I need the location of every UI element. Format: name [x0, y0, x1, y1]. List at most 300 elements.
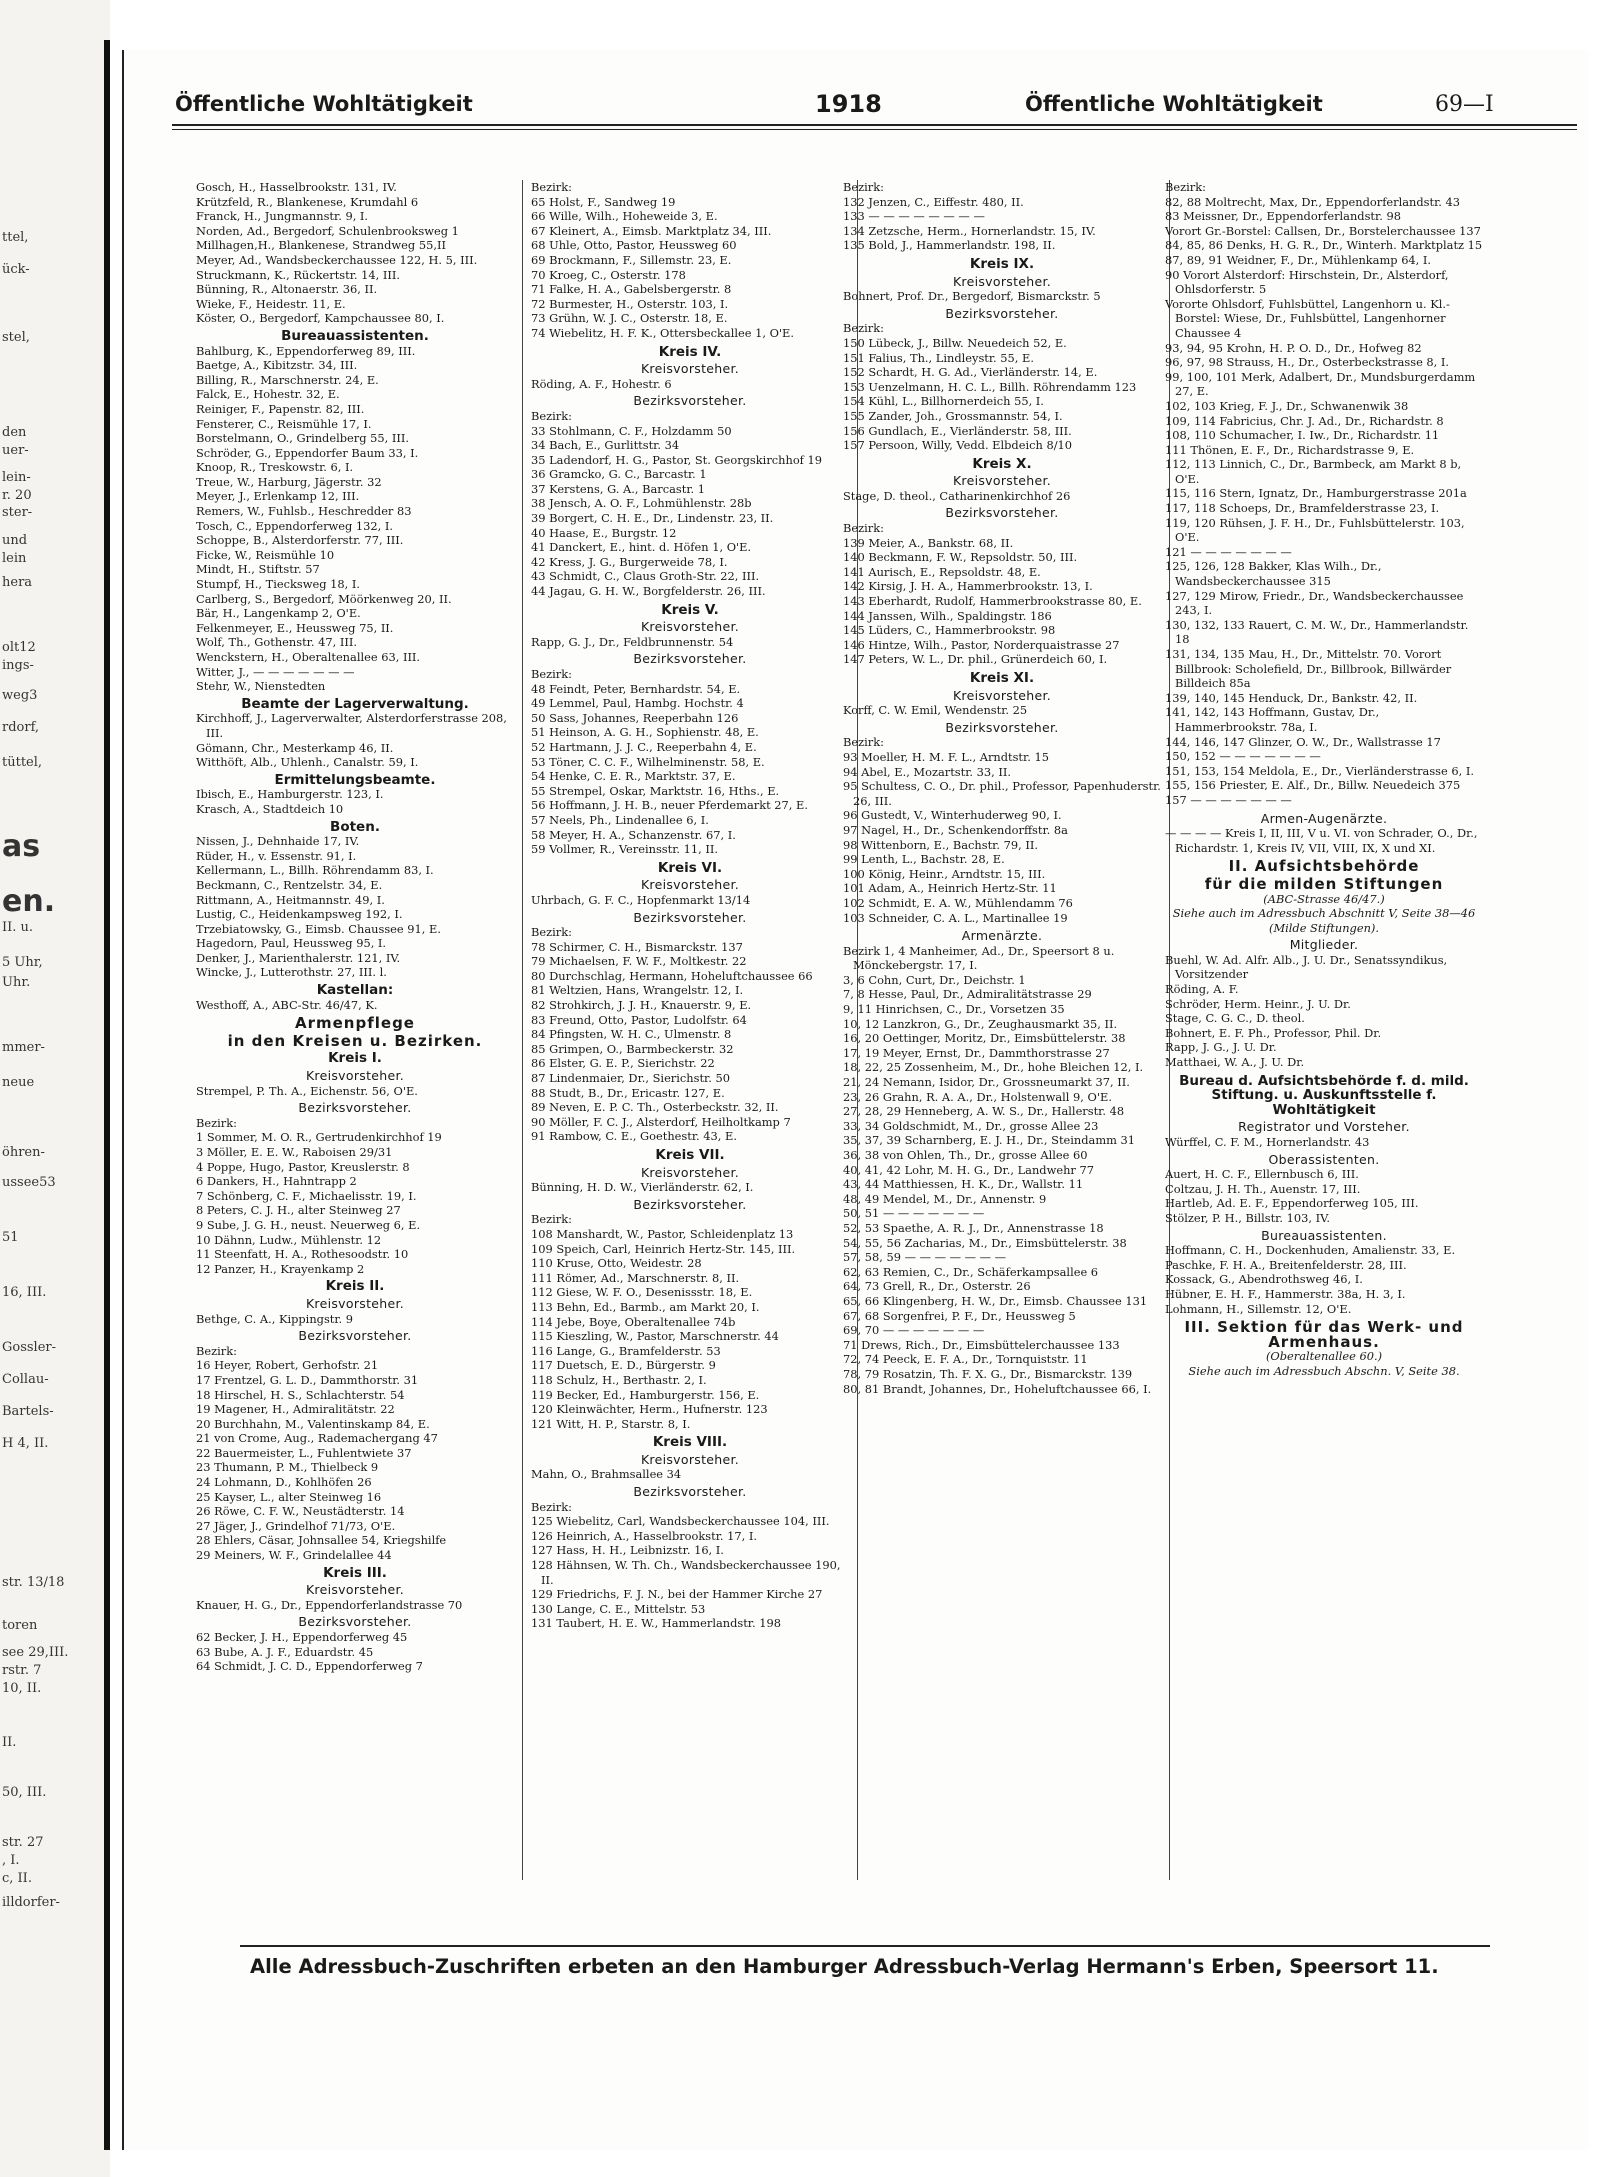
section-heading: Armenpflege — [295, 1014, 415, 1033]
entry-line: 50 Sass, Johannes, Reeperbahn 126 — [531, 710, 739, 725]
entry-line: Bohnert, E. F. Ph., Professor, Phil. Dr. — [1165, 1025, 1382, 1040]
entry-line: Wolf, Th., Gothenstr. 47, III. — [196, 635, 357, 650]
entry-line: 58 Meyer, H. A., Schanzenstr. 67, I. — [531, 827, 736, 842]
binding-text-fragment: olt12 — [2, 640, 36, 655]
entry-line: Ficke, W., Reismühle 10 — [196, 547, 335, 562]
column-divider — [522, 180, 523, 1880]
section-heading: Bureauassistenten. — [1261, 1227, 1387, 1243]
entry-line: 102, 103 Krieg, F. J., Dr., Schwanenwik 38 — [1165, 398, 1409, 413]
entry-line: 71 Drews, Rich., Dr., Eimsbüttelerchaussee 133 — [843, 1337, 1120, 1352]
entry-line: Schröder, G., Eppendorfer Baum 33, I. — [196, 445, 419, 460]
entry-line: 130, 132, 133 Rauert, C. M. W., Dr., Hammerlandstr. 18 — [1165, 617, 1469, 647]
section-heading: Kreisvorsteher. — [305, 1068, 405, 1084]
entry-line: 126 Heinrich, A., Hasselbrookstr. 17, I. — [531, 1528, 758, 1543]
entry-line: 108, 110 Schumacher, I. Iw., Dr., Richardstr. 11 — [1165, 428, 1440, 443]
column-1 — [196, 180, 514, 1674]
entry-line: 12 Panzer, H., Krayenkamp 2 — [196, 1261, 365, 1276]
binding-text-fragment: ück- — [2, 262, 30, 277]
section-heading: II. Aufsichtsbehörde — [1228, 857, 1420, 876]
binding-text-fragment: rdorf, — [2, 720, 40, 735]
entry-line: 153 Uenzelmann, H. C. L., Billh. Röhrendamm 123 — [843, 379, 1137, 394]
entry-line: Lustig, C., Heidenkampsweg 192, I. — [196, 907, 403, 922]
entry-line: Denker, J., Marienthalerstr. 121, IV. — [196, 950, 401, 965]
entry-line: 102 Schmidt, E. A. W., Mühlendamm 76 — [843, 895, 1073, 910]
entry-line: 42 Kress, J. G., Burgerweide 78, I. — [531, 554, 728, 569]
entry-line: 63 Bube, A. J. F., Eduardstr. 45 — [196, 1644, 374, 1659]
entry-line: 36, 38 von Ohlen, Th., Dr., grosse Allee 60 — [843, 1148, 1088, 1162]
entry-line: 18 Hirschel, H. S., Schlachterstr. 54 — [196, 1387, 405, 1402]
entry-line: 3, 6 Cohn, Curt, Dr., Deichstr. 1 — [843, 972, 1026, 987]
binding-text-fragment: en. — [2, 884, 56, 919]
entry-line: 130 Lange, C. E., Mittelstr. 53 — [531, 1601, 706, 1616]
entry-line: 82, 88 Moltrecht, Max, Dr., Eppendorferlandstr. 43 — [1165, 194, 1461, 209]
section-heading: Armen-Augenärzte. — [1260, 810, 1388, 826]
entry-line: 103 Schneider, C. A. L., Martinallee 19 — [843, 910, 1068, 925]
entry-line: Coltzau, J. H. Th., Auenstr. 17, III. — [1165, 1181, 1361, 1196]
binding-text-fragment: as — [2, 829, 41, 864]
entry-line: Mahn, O., Brahmsallee 34 — [531, 1467, 682, 1482]
column-3 — [843, 180, 1161, 1396]
entry-line: 62, 63 Remien, C., Dr., Schäferkampsallee 6 — [843, 1264, 1099, 1279]
binding-text-fragment: 16, III. — [2, 1285, 47, 1300]
note-line: Siehe auch im Adressbuch Abschnitt V, Seite 38—46 (Milde Stiftungen). — [1172, 906, 1476, 935]
entry-line: 85 Grimpen, O., Barmbeckerstr. 32 — [531, 1041, 734, 1056]
entry-line: 157 Persoon, Willy, Vedd. Elbdeich 8/10 — [843, 438, 1073, 453]
entry-line: Meyer, J., Erlenkamp 12, III. — [196, 489, 360, 504]
entry-line: 110 Kruse, Otto, Weidestr. 28 — [531, 1256, 702, 1271]
entry-line: Carlberg, S., Bergedorf, Möörkenweg 20, II. — [196, 591, 452, 606]
entry-line: 118 Schulz, H., Berthastr. 2, I. — [531, 1372, 707, 1387]
entry-line: Westhoff, A., ABC-Str. 46/47, K. — [196, 997, 378, 1012]
entry-line: Bezirk: — [531, 1499, 572, 1514]
binding-text-fragment: uer- — [2, 443, 29, 458]
entry-line: Kirchhoff, J., Lagerverwalter, Alsterdorferstrasse 208, III. — [196, 711, 507, 740]
entry-line: 43 Schmidt, C., Claus Groth-Str. 22, III. — [531, 569, 760, 584]
entry-line: 117, 118 Schoeps, Dr., Bramfelderstrasse 23, I. — [1165, 501, 1440, 516]
entry-line: Hübner, E. H. F., Hammerstr. 38a, H. 3, I. — [1165, 1286, 1406, 1301]
entry-line: 96, 97, 98 Strauss, H., Dr., Osterbeckstrasse 8, I. — [1165, 355, 1450, 370]
entry-line: Gosch, H., Hasselbrookstr. 131, IV. — [196, 180, 397, 194]
book-spine — [104, 40, 110, 2150]
entry-line: 29 Meiners, W. F., Grindelallee 44 — [196, 1548, 392, 1563]
section-heading: Kreis IX. — [969, 255, 1035, 272]
entry-line: 132 Jenzen, C., Eiffestr. 480, II. — [843, 194, 1024, 209]
entry-line: Matthaei, W. A., J. U. Dr. — [1165, 1055, 1305, 1070]
column-4 — [1165, 180, 1483, 1379]
binding-text-fragment: weg3 — [2, 688, 38, 703]
binding-text-fragment: neue — [2, 1075, 35, 1090]
entry-line: 16, 20 Oettinger, Moritz, Dr., Eimsbüttelerstr. 38 — [843, 1031, 1126, 1046]
entry-line: 125, 126, 128 Bakker, Klas Wilh., Dr., Wandsbeckerchaussee 315 — [1165, 559, 1382, 589]
entry-line: 99 Lenth, L., Bachstr. 28, E. — [843, 852, 1005, 867]
entry-line: 156 Gundlach, E., Vierländerstr. 58, III. — [843, 423, 1072, 438]
entry-line: 21 von Crome, Aug., Rademachergang 47 — [196, 1431, 438, 1446]
entry-line: 155 Zander, Joh., Grossmannstr. 54, I. — [843, 408, 1063, 423]
entry-line: Wenckstern, H., Oberaltenallee 63, III. — [196, 650, 421, 664]
entry-line: 84 Pfingsten, W. H. C., Ulmenstr. 8 — [531, 1027, 732, 1042]
entry-line: 33 Stohlmann, C. F., Holzdamm 50 — [531, 423, 732, 438]
entry-line: Vorort Gr.-Borstel: Callsen, Dr., Borstelerchaussee 137 — [1165, 223, 1481, 238]
binding-text-fragment: Uhr. — [2, 975, 31, 990]
entry-line: 6 Dankers, H., Hahntrapp 2 — [196, 1174, 357, 1189]
entry-line: Bünning, H. D. W., Vierländerstr. 62, I. — [531, 1180, 754, 1195]
section-heading: Kreisvorsteher. — [640, 361, 740, 377]
section-heading: Kreis VIII. — [652, 1434, 728, 1451]
entry-line: Kellermann, L., Billh. Röhrendamm 83, I. — [196, 863, 434, 878]
entry-line: Wincke, J., Lutterothstr. 27, III. l. — [196, 965, 387, 980]
entry-line: Norden, Ad., Bergedorf, Schulenbrooksweg 1 — [196, 223, 459, 238]
entry-line: 44 Jagau, G. H. W., Borgfelderstr. 26, III. — [531, 584, 766, 599]
entry-line: 21, 24 Nemann, Isidor, Dr., Grossneumarkt 37, II. — [843, 1075, 1130, 1090]
entry-line: 87 Lindenmaier, Dr., Sierichstr. 50 — [531, 1071, 730, 1086]
entry-line: 101 Adam, A., Heinrich Hertz-Str. 11 — [843, 881, 1057, 896]
binding-text-fragment: hera — [2, 575, 33, 590]
entry-line: 127 Hass, H. H., Leibnizstr. 16, I. — [531, 1543, 724, 1558]
entry-line: Kossack, G., Abendrothsweg 46, I. — [1165, 1272, 1363, 1287]
entry-line: 81 Weltzien, Hans, Wrangelstr. 12, I. — [531, 983, 744, 998]
entry-line: Bünning, R., Altonaerstr. 36, II. — [196, 282, 378, 297]
section-heading: Mitglieder. — [1289, 937, 1359, 953]
entry-line: 119 Becker, Ed., Hamburgerstr. 156, E. — [531, 1387, 760, 1402]
entry-line: 66 Wille, Wilh., Hoheweide 3, E. — [531, 209, 718, 224]
entry-line: 144, 146, 147 Glinzer, O. W., Dr., Wallstrasse 17 — [1165, 734, 1441, 749]
entry-line: 1 Sommer, M. O. R., Gertrudenkirchhof 19 — [196, 1130, 442, 1145]
binding-text-fragment: tüttel, — [2, 755, 43, 770]
entry-line: Tosch, C., Eppendorferweg 132, I. — [196, 518, 394, 533]
header-year: 1918 — [815, 90, 882, 118]
entry-line: Gömann, Chr., Mesterkamp 46, II. — [196, 740, 394, 755]
entry-line: Bär, H., Langenkamp 2, O'E. — [196, 606, 361, 621]
entry-line: 143 Eberhardt, Rudolf, Hammerbrookstrasse 80, E. — [843, 594, 1142, 609]
entry-line: Trzebiatowsky, G., Eimsb. Chaussee 91, E. — [196, 921, 441, 936]
binding-text-fragment: den — [2, 425, 27, 440]
entry-line: Witter, J., — — — — — — — — [196, 664, 355, 679]
entry-line: 57 Neels, Ph., Lindenallee 6, I. — [531, 812, 709, 827]
entry-line: 69, 70 — — — — — — — — [843, 1323, 985, 1338]
section-heading: in den Kreisen u. Bezirken. — [227, 1031, 483, 1050]
binding-text-fragment: Bartels- — [2, 1404, 54, 1419]
binding-text-fragment: 5 Uhr, — [2, 955, 43, 970]
section-heading: Ermittelungsbeamte. — [274, 771, 436, 788]
section-heading: Kastellan: — [316, 982, 394, 999]
binding-text-fragment: II. — [2, 1735, 17, 1750]
binding-text-fragment: 10, II. — [2, 1681, 42, 1696]
section-heading: Kreis IV. — [658, 343, 722, 360]
entry-line: Wieke, F., Heidestr. 11, E. — [196, 296, 346, 311]
binding-text-fragment: rstr. 7 — [2, 1663, 42, 1678]
entry-line: Bezirk: — [843, 180, 884, 194]
entry-line: Felkenmeyer, E., Heussweg 75, II. — [196, 620, 394, 635]
entry-line: 145 Lüders, C., Hammerbrookstr. 98 — [843, 623, 1056, 638]
section-heading: Oberassistenten. — [1268, 1151, 1380, 1167]
entry-line: 68 Uhle, Otto, Pastor, Heussweg 60 — [531, 238, 737, 253]
entry-line: Auert, H. C. F., Ellernbusch 6, III. — [1165, 1167, 1359, 1182]
entry-line: Knauer, H. G., Dr., Eppendorferlandstrasse 70 — [196, 1597, 463, 1612]
entry-line: 113 Behn, Ed., Barmb., am Markt 20, I. — [531, 1299, 760, 1314]
entry-line: 134 Zetzsche, Herm., Hornerlandstr. 15, IV. — [843, 223, 1096, 238]
entry-line: Stage, C. G. C., D. theol. — [1165, 1011, 1305, 1026]
entry-line: 39 Borgert, C. H. E., Dr., Lindenstr. 23, II. — [531, 511, 774, 526]
entry-line: 109, 114 Fabricius, Chr. J. Ad., Dr., Richardstr. 8 — [1165, 413, 1444, 428]
footer-rule — [240, 1945, 1490, 1947]
entry-line: Meyer, Ad., Wandsbeckerchaussee 122, H. 5, III. — [196, 252, 478, 267]
entry-line: Mindt, H., Stiftstr. 57 — [196, 562, 320, 577]
entry-line: 40, 41, 42 Lohr, M. H. G., Dr., Landwehr 77 — [843, 1162, 1094, 1177]
note-line: Siehe auch im Adressbuch Abschn. V, Seite 38. — [1188, 1363, 1460, 1378]
entry-line: 89 Neven, E. P. C. Th., Osterbeckstr. 32, II. — [531, 1100, 779, 1115]
entry-line: 35, 37, 39 Scharnberg, E. J. H., Dr., Steindamm 31 — [843, 1133, 1136, 1148]
entry-line: Krasch, A., Stadtdeich 10 — [196, 801, 344, 816]
entry-line: 121 — — — — — — — — [1165, 544, 1292, 559]
entry-line: 157 — — — — — — — — [1165, 792, 1292, 807]
entry-line: 87, 89, 91 Weidner, F., Dr., Mühlenkamp 64, I. — [1165, 252, 1432, 267]
binding-text-fragment: 51 — [2, 1230, 19, 1245]
entry-line: 131 Taubert, H. E. W., Hammerlandstr. 198 — [531, 1616, 781, 1631]
entry-line: 10, 12 Lanzkron, G., Dr., Zeughausmarkt 35, II. — [843, 1016, 1118, 1031]
entry-line: 80 Durchschlag, Hermann, Hoheluftchaussee 66 — [531, 968, 813, 983]
entry-line: Köster, O., Bergedorf, Kampchaussee 80, I. — [196, 311, 445, 326]
binding-text-fragment: str. 13/18 — [2, 1575, 65, 1590]
entry-line: Krützfeld, R., Blankenese, Krumdahl 6 — [196, 194, 419, 209]
note-line: (Oberaltenallee 60.) — [1265, 1349, 1383, 1364]
binding-text-fragment: und — [2, 533, 28, 548]
binding-text-fragment: r. 20 — [2, 488, 32, 503]
entry-line: 20 Burchhahn, M., Valentinskamp 84, E. — [196, 1416, 430, 1431]
entry-line: Rüder, H., v. Essenstr. 91, I. — [196, 848, 357, 863]
entry-line: 27 Jäger, J., Grindelhof 71/73, O'E. — [196, 1518, 396, 1533]
entry-line: Vororte Ohlsdorf, Fuhlsbüttel, Langenhorn u. Kl.-Borstel: Wiese, Dr., Fuhlsbüttel, Langenhorner Chaussee 4 — [1165, 296, 1450, 340]
binding-text-fragment: stel, — [2, 330, 30, 345]
entry-line: Schröder, Herm. Heinr., J. U. Dr. — [1165, 996, 1351, 1011]
entry-line: 121 Witt, H. P., Starstr. 8, I. — [531, 1416, 691, 1431]
section-heading: Kreis I. — [328, 1050, 382, 1067]
entry-line: 50, 51 — — — — — — — — [843, 1206, 985, 1221]
entry-line: 140 Beckmann, F. W., Repsoldstr. 50, III. — [843, 550, 1078, 565]
entry-line: Ibisch, E., Hamburgerstr. 123, I. — [196, 787, 384, 802]
binding-text-fragment: toren — [2, 1618, 38, 1633]
section-heading: Kreisvorsteher. — [305, 1295, 405, 1311]
section-heading: Bureauassistenten. — [281, 327, 429, 344]
section-heading: Kreisvorsteher. — [952, 273, 1052, 289]
entry-line: 52 Hartmann, J. J. C., Reeperbahn 4, E. — [531, 739, 757, 754]
publisher-footer — [250, 1955, 1510, 1978]
entry-line: Uhrbach, G. F. C., Hopfenmarkt 13/14 — [531, 892, 751, 907]
entry-line: 131, 134, 135 Mau, H., Dr., Mittelstr. 70. Vorort Billbrook: Scholefield, Dr., Billbrook, Billwärder Billdeich 85a — [1165, 647, 1452, 691]
entry-line: 40 Haase, E., Burgstr. 12 — [531, 525, 677, 540]
entry-line: 65 Holst, F., Sandweg 19 — [531, 194, 676, 209]
entry-line: 48 Feindt, Peter, Bernhardstr. 54, E. — [531, 681, 741, 696]
note-line: (ABC-Strasse 46/47.) — [1263, 891, 1385, 906]
entry-line: 112, 113 Linnich, C., Dr., Barmbeck, am Markt 8 b, O'E. — [1165, 457, 1462, 486]
entry-line: Bezirk: — [196, 1115, 237, 1130]
entry-line: 62 Becker, J. H., Eppendorferweg 45 — [196, 1630, 408, 1644]
entry-line: Bezirk: — [843, 321, 884, 336]
entry-line: 93, 94, 95 Krohn, H. P. O. D., Dr., Hofweg 82 — [1165, 340, 1422, 355]
section-heading: Bezirksvorsteher. — [945, 505, 1059, 521]
entry-line: 116 Lange, G., Bramfelderstr. 53 — [531, 1343, 721, 1358]
entry-line: 67, 68 Sorgenfrei, P. F., Dr., Heussweg 5 — [843, 1308, 1076, 1323]
section-heading: Bezirksvorsteher. — [298, 1100, 412, 1116]
entry-line: 133 — — — — — — — — — [843, 209, 985, 224]
entry-line: Witthöft, Alb., Uhlenh., Canalstr. 59, I. — [196, 755, 419, 770]
entry-line: 16 Heyer, Robert, Gerhofstr. 21 — [196, 1358, 379, 1373]
entry-line: Fensterer, C., Reismühle 17, I. — [196, 416, 372, 431]
entry-line: 25 Kayser, L., alter Steinweg 16 — [196, 1489, 382, 1504]
entry-line: 150 Lübeck, J., Billw. Neuedeich 52, E. — [843, 335, 1067, 350]
section-heading: Bezirksvorsteher. — [945, 719, 1059, 735]
entry-line: Franck, H., Jungmannstr. 9, I. — [196, 209, 369, 224]
entry-line: Billing, R., Marschnerstr. 24, E. — [196, 372, 379, 387]
entry-line: Schoppe, B., Alsterdorferstr. 77, III. — [196, 533, 404, 548]
entry-line: 94 Abel, E., Mozartstr. 33, II. — [843, 764, 1011, 779]
entry-line: 135 Bold, J., Hammerlandstr. 198, II. — [843, 238, 1056, 253]
entry-line: 147 Peters, W. L., Dr. phil., Grünerdeich 60, I. — [843, 652, 1108, 667]
section-heading: Bezirksvorsteher. — [633, 651, 747, 667]
binding-text-fragment: H 4, II. — [2, 1436, 49, 1451]
entry-line: Bezirk: — [531, 925, 572, 940]
entry-line: Hagedorn, Paul, Heussweg 95, I. — [196, 936, 387, 951]
entry-line: 17, 19 Meyer, Ernst, Dr., Dammthorstrasse 27 — [843, 1045, 1110, 1060]
header-left-title: Öffentliche Wohltätigkeit — [175, 92, 473, 116]
page-number: 69—I — [1435, 92, 1494, 117]
entry-line: Bezirk 1, 4 Manheimer, Ad., Dr., Speersort 8 u. Mönckebergstr. 17, I. — [843, 943, 1115, 973]
section-heading: Kreisvorsteher. — [640, 619, 740, 635]
entry-line: Bezirk: — [531, 408, 572, 423]
entry-line: 127, 129 Mirow, Friedr., Dr., Wandsbeckerchaussee 243, I. — [1165, 588, 1464, 618]
entry-line: 88 Studt, B., Dr., Ericastr. 127, E. — [531, 1085, 725, 1100]
binding-text-fragment: , I. — [2, 1853, 20, 1868]
entry-line: 52, 53 Spaethe, A. R. J., Dr., Annenstrasse 18 — [843, 1220, 1104, 1235]
entry-line: 17 Frentzel, G. L. D., Dammthorstr. 31 — [196, 1372, 419, 1387]
entry-line: 49 Lemmel, Paul, Hambg. Hochstr. 4 — [531, 696, 744, 711]
entry-line: 97 Nagel, H., Dr., Schenkendorffstr. 8a — [843, 822, 1068, 837]
entry-line: 26 Röwe, C. F. W., Neustädterstr. 14 — [196, 1504, 405, 1519]
entry-line: 144 Janssen, Wilh., Spaldingstr. 186 — [843, 608, 1052, 623]
section-heading: Bezirksvorsteher. — [633, 1196, 747, 1212]
entry-line: 70 Kroeg, C., Osterstr. 178 — [531, 267, 686, 282]
entry-line: Stumpf, H., Tiecksweg 18, I. — [196, 577, 361, 592]
entry-line: Bezirk: — [843, 735, 884, 750]
section-heading: Kreis III. — [323, 1564, 387, 1581]
entry-line: Bezirk: — [843, 521, 884, 536]
section-heading: Kreis II. — [325, 1278, 385, 1295]
entry-line: Würffel, C. F. M., Hornerlandstr. 43 — [1165, 1135, 1370, 1149]
entry-line: 65, 66 Klingenberg, H. W., Dr., Eimsb. Chaussee 131 — [843, 1293, 1148, 1308]
entry-line: 108 Manshardt, W., Pastor, Schleidenplatz 13 — [531, 1226, 794, 1241]
binding-text-fragment: lein- — [2, 470, 31, 485]
entry-line: 112 Giese, W. F. O., Desenissstr. 18, E. — [531, 1285, 753, 1300]
entry-line: Bezirk: — [531, 180, 572, 194]
entry-line: 10 Dähnn, Ludw., Mühlenstr. 12 — [196, 1232, 382, 1247]
entry-line: 139 Meier, A., Bankstr. 68, II. — [843, 535, 1014, 550]
entry-line: 96 Gustedt, V., Winterhuderweg 90, I. — [843, 808, 1062, 823]
entry-line: 90 Möller, F. C. J., Alsterdorf, Heilholtkamp 7 — [531, 1114, 791, 1129]
entry-line: 83 Freund, Otto, Pastor, Ludolfstr. 64 — [531, 1012, 747, 1027]
binding-text-fragment: illdorfer- — [2, 1895, 60, 1910]
section-heading: Bezirksvorsteher. — [633, 1484, 747, 1500]
entry-line: 69 Brockmann, F., Sillemstr. 23, E. — [531, 252, 732, 267]
entry-line: 73 Grühn, W. J. C., Osterstr. 18, E. — [531, 311, 728, 326]
entry-line: 11 Steenfatt, H. A., Rothesoodstr. 10 — [196, 1247, 409, 1262]
entry-line: Knoop, R., Treskowstr. 6, I. — [196, 460, 354, 475]
entry-line: 83 Meissner, Dr., Eppendorferlandstr. 98 — [1165, 209, 1401, 224]
section-heading: Boten. — [330, 818, 380, 835]
header-rule — [172, 124, 1577, 130]
entry-line: 115, 116 Stern, Ignatz, Dr., Hamburgerstrasse 201a — [1165, 486, 1467, 501]
entry-line: Borstelmann, O., Grindelberg 55, III. — [196, 431, 409, 446]
entry-line: Millhagen,H., Blankenese, Strandweg 55,II — [196, 238, 446, 253]
entry-line: Röding, A. F., Hohestr. 6 — [531, 376, 672, 391]
entry-line: 37 Kerstens, G. A., Barcastr. 1 — [531, 481, 705, 496]
entry-line: 151 Falius, Th., Lindleystr. 55, E. — [843, 350, 1034, 365]
section-heading: Bezirksvorsteher. — [633, 393, 747, 409]
entry-line: 100 König, Heinr., Arndtstr. 15, III. — [843, 866, 1046, 881]
section-heading: III. Sektion für das Werk- und Armenhaus. — [1184, 1318, 1464, 1351]
entry-line: 78, 79 Rosatzin, Th. F. X. G., Dr., Bismarckstr. 139 — [843, 1366, 1133, 1381]
binding-text-fragment: ttel, — [2, 230, 29, 245]
entry-line: 78 Schirmer, C. H., Bismarckstr. 137 — [531, 939, 743, 954]
entry-line: 64, 73 Grell, R., Dr., Osterstr. 26 — [843, 1279, 1031, 1294]
entry-line: 53 Töner, C. C. F., Wilhelminenstr. 58, E. — [531, 754, 765, 769]
entry-line: Bahlburg, K., Eppendorferweg 89, III. — [196, 343, 416, 358]
binding-text-fragment: ussee53 — [2, 1175, 56, 1190]
entry-line: 71 Falke, H. A., Gabelsbergerstr. 8 — [531, 282, 732, 297]
column-2 — [531, 180, 849, 1631]
entry-line: 152 Schardt, H. G. Ad., Vierländerstr. 14, E. — [843, 365, 1098, 380]
entry-line: Korff, C. W. Emil, Wendenstr. 25 — [843, 703, 1028, 718]
entry-line: 54 Henke, C. E. R., Marktstr. 37, E. — [531, 769, 736, 784]
entry-line: 84, 85, 86 Denks, H. G. R., Dr., Winterh. Marktplatz 15 — [1165, 238, 1483, 253]
entry-line: 111 Thönen, E. F., Dr., Richardstrasse 9, E. — [1165, 442, 1415, 457]
entry-line: 139, 140, 145 Henduck, Dr., Bankstr. 42, II. — [1165, 690, 1418, 705]
entry-line: 34 Bach, E., Gurlittstr. 34 — [531, 438, 680, 453]
entry-line: 150, 152 — — — — — — — — [1165, 749, 1321, 764]
entry-line: 67 Kleinert, A., Eimsb. Marktplatz 34, III. — [531, 223, 772, 238]
entry-line: 95 Schultess, C. O., Dr. phil., Professor, Papenhuderstr. 26, III. — [843, 779, 1161, 808]
header-right-title: Öffentliche Wohltätigkeit — [1025, 92, 1323, 116]
section-heading: Kreis V. — [661, 601, 719, 618]
entry-line: 64 Schmidt, J. C. D., Eppendorferweg 7 — [196, 1659, 423, 1674]
entry-line: Rapp, G. J., Dr., Feldbrunnenstr. 54 — [531, 634, 734, 649]
entry-line: 8 Peters, C. J. H., alter Steinweg 27 — [196, 1203, 401, 1218]
entry-line: 120 Kleinwächter, Herm., Hufnerstr. 123 — [531, 1402, 768, 1417]
entry-line: Reiniger, F., Papenstr. 82, III. — [196, 401, 365, 416]
entry-line: 43, 44 Matthiessen, H. K., Dr., Wallstr. 11 — [843, 1177, 1084, 1192]
entry-line: — — — — Kreis I, II, III, V u. VI. von Schrader, O., Dr., Richardstr. 1, Kreis IV, VII, VIII, IX, X und XI. — [1165, 826, 1478, 855]
entry-line: 27, 28, 29 Henneberg, A. W. S., Dr., Hallerstr. 48 — [843, 1104, 1125, 1119]
section-heading: Bureau d. Aufsichtsbehörde f. d. mild. Stiftung. u. Auskunftsstelle f. Wohltätigkeit — [1179, 1072, 1469, 1118]
entry-line: 18, 22, 25 Zossenheim, M., Dr., hohe Bleichen 12, I. — [843, 1060, 1144, 1075]
entry-line: 23, 26 Grahn, R. A. A., Dr., Holstenwall 9, O'E. — [843, 1089, 1112, 1104]
entry-line: 23 Thumann, P. M., Thielbeck 9 — [196, 1460, 379, 1475]
section-heading: Kreisvorsteher. — [305, 1582, 405, 1598]
entry-line: Lohmann, H., Sillemstr. 12, O'E. — [1165, 1301, 1352, 1316]
binding-text-fragment: öhren- — [2, 1145, 45, 1160]
section-heading: Kreisvorsteher. — [640, 1164, 740, 1180]
entry-line: 22 Bauermeister, L., Fuhlentwiete 37 — [196, 1445, 412, 1460]
entry-line: 90 Vorort Alsterdorf: Hirschstein, Dr., Alsterdorf, Ohlsdorferstr. 5 — [1165, 267, 1449, 297]
entry-line: 7 Schönberg, C. F., Michaelisstr. 19, I. — [196, 1188, 417, 1203]
binding-text-fragment: c, II. — [2, 1871, 32, 1886]
entry-line: 128 Hähnsen, W. Th. Ch., Wandsbeckerchaussee 190, II. — [531, 1558, 841, 1587]
entry-line: 141, 142, 143 Hoffmann, Gustav, Dr., Hammerbrookstr. 78a, I. — [1165, 705, 1380, 734]
entry-line: 4 Poppe, Hugo, Pastor, Kreuslerstr. 8 — [196, 1159, 410, 1174]
entry-line: 151, 153, 154 Meldola, E., Dr., Vierländerstrasse 6, I. — [1165, 763, 1474, 778]
section-heading: Registrator und Vorsteher. — [1238, 1119, 1410, 1135]
entry-line: Falck, E., Hohestr. 32, E. — [196, 387, 340, 402]
entry-line: 82 Strohkirch, J. J. H., Knauerstr. 9, E. — [531, 998, 752, 1013]
entry-line: 57, 58, 59 — — — — — — — — [843, 1250, 1007, 1265]
